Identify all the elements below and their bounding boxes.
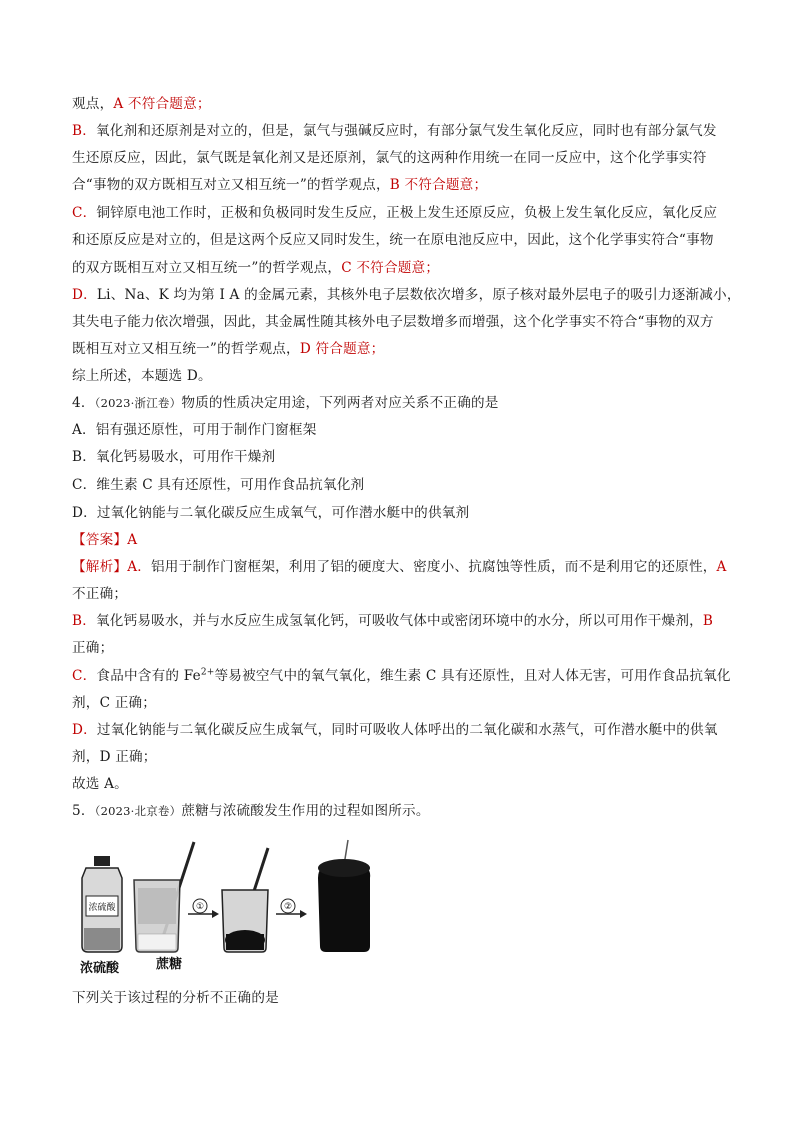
prev-line-2: B．氧化剂和还原剂是对立的，但是，氯气与强碱反应时，有部分氯气发生氧化反应，同时也有部分氯气发 <box>72 123 717 139</box>
q4-analysis-b-cont: 正确； <box>72 640 114 656</box>
prev-line-11: 综上所述，本题选 D。 <box>72 368 212 384</box>
prev-line-6: 和还原反应是对立的，但是这两个反应又同时发生，统一在原电池反应中，因此，这个化学事实符合“事物 <box>72 232 714 248</box>
prev-line-1: 观点，A 不符合题意； <box>72 96 211 112</box>
step-1-label: ① <box>195 902 205 912</box>
carbon-beaker <box>318 840 370 952</box>
q4-option-b: B．氧化钙易吸水，可用作干燥剂 <box>72 449 276 465</box>
q4-stem: 4．（2023·浙江卷）物质的性质决定用途，下列两者对应关系不正确的是 <box>72 395 499 411</box>
prev-line-8: D．Li、Na、K 均为第 I A 的金属元素，其核外电子层数依次增多，原子核对最外层电子的吸引力逐渐减小， <box>72 287 741 303</box>
prev-line-7: 的双方既相互对立又相互统一”的哲学观点，C 不符合题意； <box>72 260 440 276</box>
q4-conclusion: 故选 A。 <box>72 776 128 792</box>
q4-analysis-b: B．氧化钙易吸水，并与水反应生成氢氧化钙，可吸收气体中或密闭环境中的水分，所以可用作干燥剂，B <box>72 613 714 629</box>
q4-analysis-c-cont: 剂，C 正确； <box>72 695 157 711</box>
q4-analysis-d-cont: 剂，D 正确； <box>72 749 157 765</box>
experiment-diagram <box>72 838 372 978</box>
acid-caption: 浓硫酸 <box>80 961 120 976</box>
step-2-label: ② <box>283 902 293 912</box>
q4-answer: 【答案】A <box>72 532 138 548</box>
prev-line-10: 既相互对立又相互统一”的哲学观点，D 符合题意； <box>72 341 385 357</box>
q4-analysis-a: 【解析】A．铝用于制作门窗框架，利用了铝的硬度大、密度小、抗腐蚀等性质，而不是利用它的还原性，A <box>72 559 727 575</box>
prev-line-4: 合“事物的双方既相互对立又相互统一”的哲学观点，B 不符合题意； <box>72 177 488 193</box>
q4-option-a: A．铝有强还原性，可用于制作门窗框架 <box>72 422 317 438</box>
bottle-tag-text: 浓硫酸 <box>88 903 116 913</box>
step-1-arrow <box>188 899 219 918</box>
step-2-arrow <box>276 899 307 918</box>
q5-stem: 5．（2023·北京卷）蔗糖与浓硫酸发生作用的过程如图所示。 <box>72 803 430 819</box>
reaction-beaker <box>222 848 268 952</box>
acid-bottle <box>82 856 122 952</box>
q4-analysis-d: D．过氧化钠能与二氧化碳反应生成氧气，同时可吸收人体呼出的二氧化碳和水蒸气，可作潜水艇中的供氧 <box>72 722 718 738</box>
q4-analysis-c: C．食品中含有的 $Fe^{2+}$等易被空气中的氧气氧化，维生素 C 具有还原性，且对人体无害，可用作食品抗氧化 <box>72 667 731 684</box>
prev-line-3: 生还原反应，因此，氯气既是氧化剂又是还原剂，氯气的这两种作用统一在同一反应中，这个化学事实符 <box>72 150 707 166</box>
sugar-sulfuric-acid-figure <box>72 838 372 978</box>
q4-analysis-a-cont: 不正确； <box>72 586 128 602</box>
sugar-beaker <box>134 842 194 952</box>
prev-line-5: C．铜锌原电池工作时，正极和负极同时发生反应，正极上发生还原反应，负极上发生氧化反应，氧化反应 <box>72 205 718 221</box>
q4-option-d: D．过氧化钠能与二氧化碳反应生成氧气，可作潜水艇中的供氧剂 <box>72 505 470 521</box>
sugar-caption: 蔗糖 <box>156 957 183 972</box>
q4-option-c: C．维生素 C 具有还原性，可用作食品抗氧化剂 <box>72 477 365 493</box>
prev-line-9: 其失电子能力依次增强，因此，其金属性随其核外电子层数增多而增强，这个化学事实不符合“事物的双方 <box>72 314 714 330</box>
q5-question: 下列关于该过程的分析不正确的是 <box>72 990 279 1006</box>
